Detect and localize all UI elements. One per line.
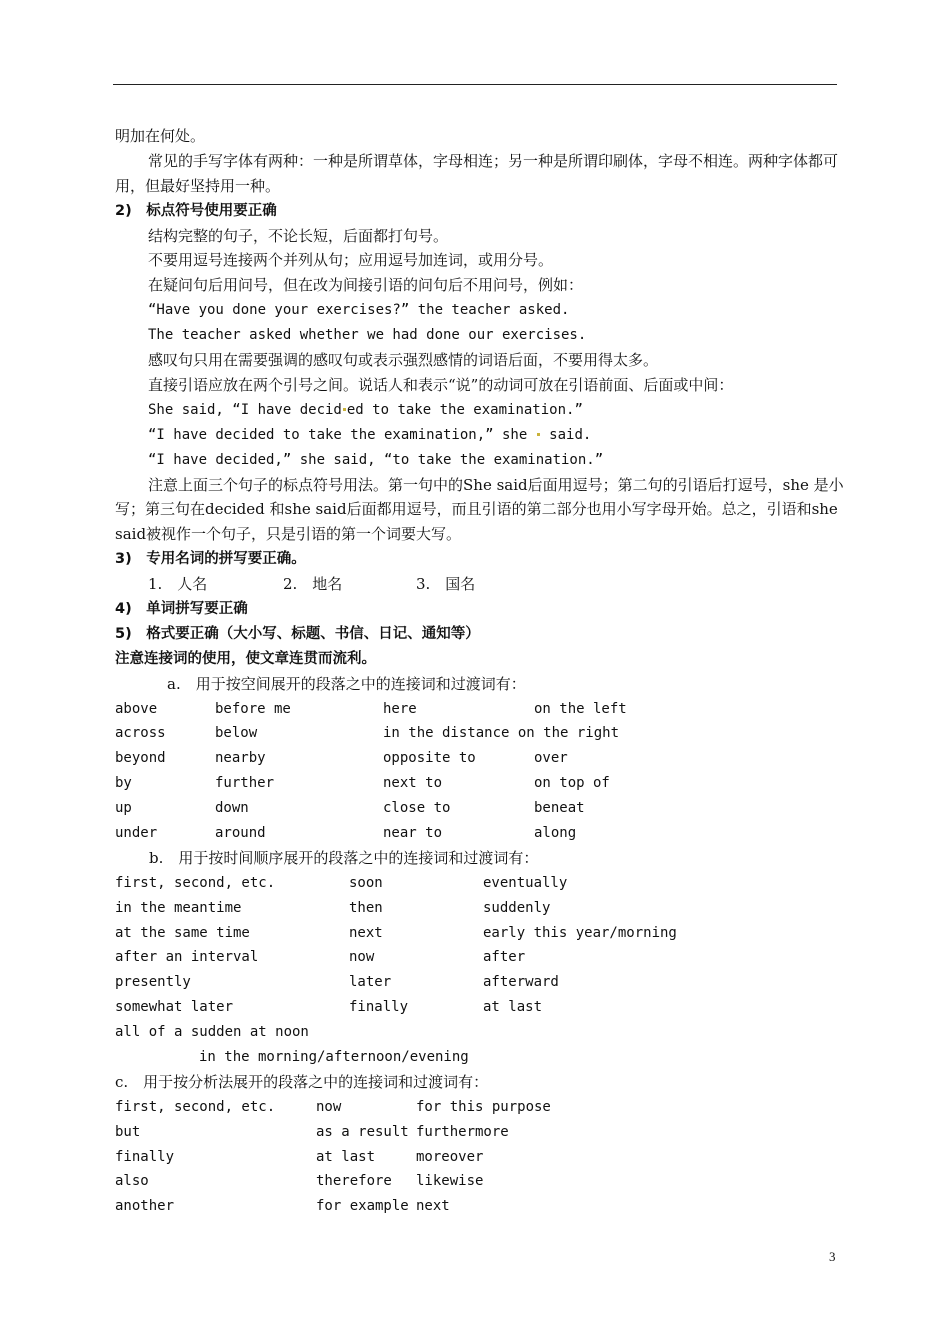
table-cell: likewise [416, 1173, 484, 1190]
stray-mark [537, 433, 540, 436]
sec2-line-2: 不要用逗号连接两个并列从句；应用逗号加连词，或用分号。 [148, 251, 554, 270]
list-a-table [115, 697, 845, 846]
table-cell: for this purpose [416, 1098, 551, 1115]
example-3-part-a: She said, “I have decid [148, 401, 342, 418]
table-cell: early this year/morning [483, 924, 677, 941]
table-cell: another [115, 1198, 175, 1215]
table-row [115, 1169, 845, 1194]
example-1: “Have you done your exercises?” the teacher asked. [148, 302, 570, 319]
table-cell: first, second, etc. [115, 1098, 276, 1115]
table-cell: further [215, 775, 275, 792]
table-cell: presently [115, 974, 191, 991]
list-item: 3. 国名 [416, 575, 476, 594]
table-row [115, 1120, 845, 1145]
table-cell: at last [483, 999, 543, 1016]
table-cell: beyond [115, 750, 166, 767]
paragraph-handwriting: 常见的手写字体有两种：一种是所谓草体，字母相连；另一种是所谓印刷体，字母不相连。两种字体都可用，但最好坚持用一种。 [115, 151, 839, 195]
list-c-table [115, 1095, 845, 1219]
page-number: 3 [829, 1249, 836, 1264]
table-row [115, 921, 845, 946]
punctuation-note: 注意上面三个句子的标点符号用法。第一句中的She said后面用逗号；第二句的引语后打逗号，she 是小写；第三句在decided 和she said后面都用逗号，而且引语的第二部分也用小写字母开始。总之，引语和she said被视作一个句子，只是引语的第一个词要大写。 [115, 475, 844, 544]
table-cell: afterward [483, 974, 559, 991]
table-row [115, 1145, 845, 1170]
table-cell: beneat [534, 800, 585, 817]
table-cell: on top of [534, 775, 610, 792]
list-b-title: b. 用于按时间顺序展开的段落之中的连接词和过渡词有： [149, 848, 539, 867]
sec2-line-3: 在疑问句后用问号，但在改为间接引语的问句后不用问号，例如： [148, 276, 584, 295]
table-cell: also [115, 1173, 149, 1190]
list-item: 2. 地名 [283, 575, 343, 594]
table-cell: first, second, etc. [115, 874, 276, 891]
sec2-line-4: 感叹句只用在需要强调的感叹句或表示强烈感情的词语后面，不要用得太多。 [148, 351, 659, 370]
example-4-part-a: “I have decided to take the examination,” she [148, 426, 528, 443]
section-4-heading: 4) 单词拼写要正确 [115, 601, 248, 617]
table-cell: up [115, 800, 132, 817]
table-cell: after [483, 949, 526, 966]
example-2: The teacher asked whether we had done our exercises. [148, 327, 587, 344]
list-item: 1. 人名 [148, 575, 208, 594]
table-cell: but [115, 1123, 141, 1140]
table-cell: above [115, 700, 158, 717]
sec2-line-5: 直接引语应放在两个引号之间。说话人和表示“说”的动词可放在引语前面、后面或中间： [148, 375, 734, 394]
table-cell: below [215, 725, 258, 742]
proper-noun-list [115, 572, 845, 597]
table-cell: now [316, 1098, 342, 1115]
list-c-title: c. 用于按分析法展开的段落之中的连接词和过渡词有： [115, 1072, 489, 1091]
example-4 [115, 423, 845, 448]
table-cell: close to [383, 800, 451, 817]
header-rule [113, 84, 837, 85]
table-cell: finally [115, 1148, 175, 1165]
table-cell: along [534, 825, 577, 842]
example-4-part-b: said. [549, 426, 592, 443]
table-cell: over [534, 750, 568, 767]
table-row [115, 1095, 845, 1120]
table-cell: suddenly [483, 899, 551, 916]
table-cell: nearby [215, 750, 266, 767]
table-cell: as a result [316, 1123, 409, 1140]
table-row [115, 746, 845, 771]
stray-mark [343, 408, 346, 411]
table-cell: for example [316, 1198, 409, 1215]
table-cell: across [115, 725, 166, 742]
table-cell: near to [383, 825, 443, 842]
connectives-heading: 注意连接词的使用，使文章连贯而流利。 [115, 650, 376, 667]
table-cell: at last [316, 1148, 376, 1165]
list-b-extra-2: in the morning/afternoon/evening [199, 1049, 469, 1066]
list-b-extra-1: all of a sudden at noon [115, 1024, 309, 1041]
table-row [115, 821, 845, 846]
table-row [115, 970, 845, 995]
section-3-heading: 3) 专用名词的拼写要正确。 [115, 551, 306, 568]
section-2-heading: 2) 标点符号使用要正确 [115, 202, 277, 219]
example-3 [115, 398, 845, 423]
table-cell: here [383, 700, 417, 717]
table-cell: on the left [534, 700, 627, 717]
table-cell: by [115, 775, 132, 792]
table-cell: soon [349, 874, 383, 891]
table-cell: down [215, 800, 249, 817]
example-3-part-b: ed to take the examination.” [346, 401, 583, 418]
table-cell: at the same time [115, 924, 250, 941]
table-cell: next to [383, 775, 443, 792]
table-cell: in the distance on the right [383, 725, 620, 742]
table-row [115, 697, 845, 722]
table-cell: under [115, 825, 158, 842]
table-cell: in the meantime [115, 899, 242, 916]
table-cell: after an interval [115, 949, 259, 966]
table-cell: finally [349, 999, 409, 1016]
list-b-table [115, 871, 845, 1020]
table-cell: somewhat later [115, 999, 234, 1016]
page-content [115, 124, 845, 1219]
list-a-title: a. 用于按空间展开的段落之中的连接词和过渡词有： [167, 674, 526, 693]
table-row [115, 771, 845, 796]
table-cell: before me [215, 700, 291, 717]
section-5-heading: 5) 格式要正确（大小写、标题、书信、日记、通知等） [115, 625, 480, 642]
table-cell: around [215, 825, 266, 842]
table-cell: next [349, 924, 383, 941]
paragraph-intro-end: 明加在何处。 [115, 127, 206, 145]
table-cell: moreover [416, 1148, 484, 1165]
table-cell: next [416, 1198, 450, 1215]
table-row [115, 945, 845, 970]
table-cell: then [349, 899, 383, 916]
table-cell: furthermore [416, 1123, 509, 1140]
table-row [115, 995, 845, 1020]
table-row [115, 796, 845, 821]
table-row [115, 896, 845, 921]
table-cell: now [349, 949, 375, 966]
table-cell: therefore [316, 1173, 392, 1190]
table-cell: eventually [483, 874, 568, 891]
table-cell: opposite to [383, 750, 476, 767]
table-cell: later [349, 974, 392, 991]
sec2-line-1: 结构完整的句子，不论长短，后面都打句号。 [148, 226, 449, 245]
table-row [115, 871, 845, 896]
table-row [115, 1194, 845, 1219]
table-row [115, 721, 845, 746]
example-5: “I have decided,” she said, “to take the examination.” [148, 451, 604, 468]
